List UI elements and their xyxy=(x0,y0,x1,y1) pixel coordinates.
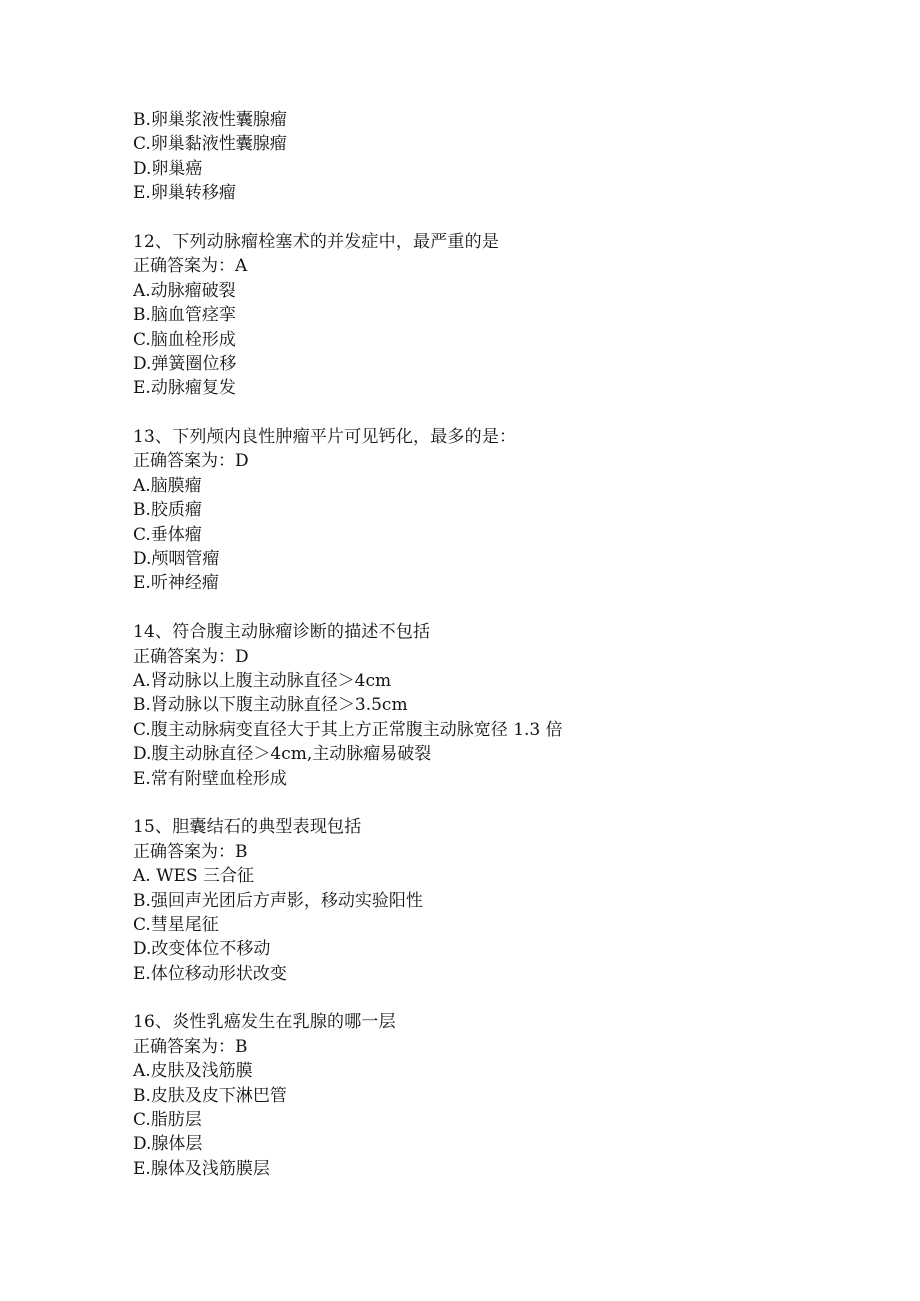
question-block-16 xyxy=(133,1010,893,1181)
spacer xyxy=(133,986,893,1010)
option-line: C.脂肪层 xyxy=(133,1110,202,1131)
document-page xyxy=(133,108,893,1181)
question-stem: 12、下列动脉瘤栓塞术的并发症中，最严重的是 xyxy=(133,231,500,252)
spacer xyxy=(133,596,893,620)
option-line: D.改变体位不移动 xyxy=(133,939,271,960)
option-line: B.脑血管痉挛 xyxy=(133,305,236,326)
option-line: D.弹簧圈位移 xyxy=(133,353,237,374)
option-line: B.强回声光团后方声影，移动实验阳性 xyxy=(133,890,423,911)
answer-line: 正确答案为：A xyxy=(133,256,248,277)
question-block-12 xyxy=(133,230,893,401)
option-line: C.彗星尾征 xyxy=(133,914,219,935)
question-stem: 16、炎性乳癌发生在乳腺的哪一层 xyxy=(133,1012,396,1033)
question-block-15 xyxy=(133,815,893,986)
question-block-14 xyxy=(133,620,893,791)
option-line: A.脑膜瘤 xyxy=(133,475,202,496)
answer-line: 正确答案为：D xyxy=(133,451,249,472)
option-line: E.卵巢转移瘤 xyxy=(133,183,236,204)
option-line: C.卵巢黏液性囊腺瘤 xyxy=(133,134,287,155)
answer-line: 正确答案为：D xyxy=(133,646,249,667)
option-line: E.常有附壁血栓形成 xyxy=(133,768,287,789)
option-line: A.皮肤及浅筋膜 xyxy=(133,1061,253,1082)
option-line: B.胶质瘤 xyxy=(133,500,202,521)
option-line: D.颅咽管瘤 xyxy=(133,549,220,570)
option-line: E.腺体及浅筋膜层 xyxy=(133,1158,270,1179)
option-line: A. WES 三合征 xyxy=(133,866,255,887)
option-line: B.皮肤及皮下淋巴管 xyxy=(133,1085,287,1106)
question-stem: 15、胆囊结石的典型表现包括 xyxy=(133,817,362,838)
spacer xyxy=(133,791,893,815)
option-line: C.腹主动脉病变直径大于其上方正常腹主动脉宽径 1.3 倍 xyxy=(133,719,563,740)
option-line: D.腺体层 xyxy=(133,1134,203,1155)
answer-line: 正确答案为：B xyxy=(133,1036,248,1057)
spacer xyxy=(133,206,893,230)
option-line: C.垂体瘤 xyxy=(133,524,202,545)
question-stem: 14、符合腹主动脉瘤诊断的描述不包括 xyxy=(133,622,431,643)
question-block-13 xyxy=(133,425,893,596)
option-line: A.动脉瘤破裂 xyxy=(133,280,236,301)
option-line: B.肾动脉以下腹主动脉直径＞3.5cm xyxy=(133,695,408,716)
question-stem: 13、下列颅内良性肿瘤平片可见钙化，最多的是： xyxy=(133,427,517,448)
option-line: D.腹主动脉直径＞4cm,主动脉瘤易破裂 xyxy=(133,744,432,765)
previous-question-options xyxy=(133,108,893,206)
answer-line: 正确答案为：B xyxy=(133,841,248,862)
option-line: E.动脉瘤复发 xyxy=(133,378,236,399)
option-line: E.体位移动形状改变 xyxy=(133,963,287,984)
option-line: A.肾动脉以上腹主动脉直径＞4cm xyxy=(133,670,392,691)
spacer xyxy=(133,401,893,425)
option-line: E.听神经瘤 xyxy=(133,573,219,594)
option-line: C.脑血栓形成 xyxy=(133,329,236,350)
option-line: B.卵巢浆液性囊腺瘤 xyxy=(133,110,287,130)
option-line: D.卵巢癌 xyxy=(133,158,203,179)
